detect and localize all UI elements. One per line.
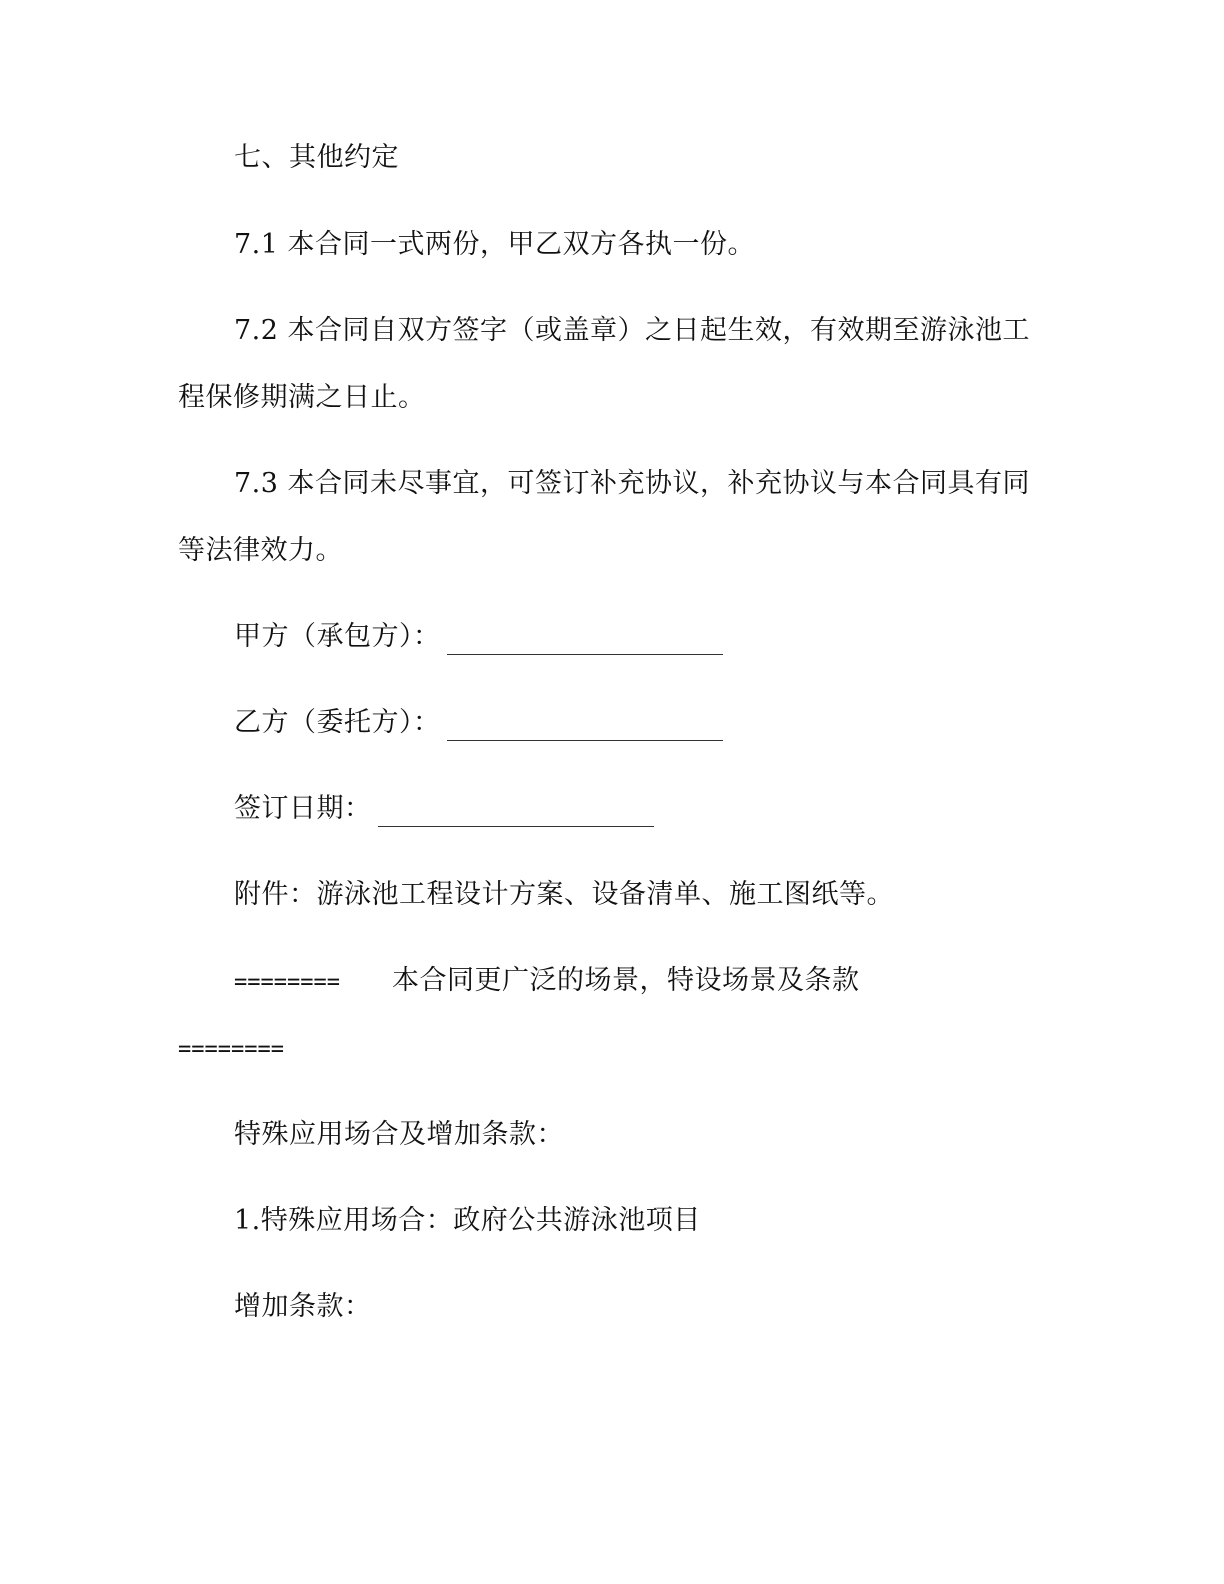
party-a-row [234, 619, 723, 655]
added-clauses-heading: 增加条款： [234, 1291, 372, 1322]
party-b-label: 乙方（委托方）： [234, 707, 441, 738]
divider-marks-left: ======== [234, 970, 340, 995]
clause-7-3-line-2: 等法律效力。 [178, 535, 343, 566]
party-b-signature-line [447, 714, 723, 741]
section-heading: 七、其他约定 [234, 142, 399, 173]
special-item-1: 1.特殊应用场合：政府公共游泳池项目 [234, 1205, 701, 1236]
clause-7-1: 7.1 本合同一式两份，甲乙双方各执一份。 [234, 229, 756, 260]
party-a-label: 甲方（承包方）： [234, 621, 441, 652]
special-heading: 特殊应用场合及增加条款： [234, 1119, 564, 1150]
divider-title: 本合同更广泛的场景，特设场景及条款 [391, 965, 860, 996]
clause-7-2-line-2: 程保修期满之日止。 [178, 382, 426, 413]
clause-7-2-line-1: 7.2 本合同自双方签字（或盖章）之日起生效，有效期至游泳池工 [234, 315, 1031, 346]
attachment-note: 附件：游泳池工程设计方案、设备清单、施工图纸等。 [234, 879, 894, 910]
signing-date-label: 签订日期： [234, 793, 372, 824]
signing-date-line [378, 800, 654, 827]
divider-row [234, 963, 859, 1001]
party-b-row [234, 705, 723, 741]
divider-marks-right: ======== [178, 1037, 284, 1062]
party-a-signature-line [447, 628, 723, 655]
signing-date-row [234, 791, 654, 827]
clause-7-3-line-1: 7.3 本合同未尽事宜，可签订补充协议，补充协议与本合同具有同 [234, 468, 1031, 499]
divider-row-continued [178, 1030, 284, 1068]
